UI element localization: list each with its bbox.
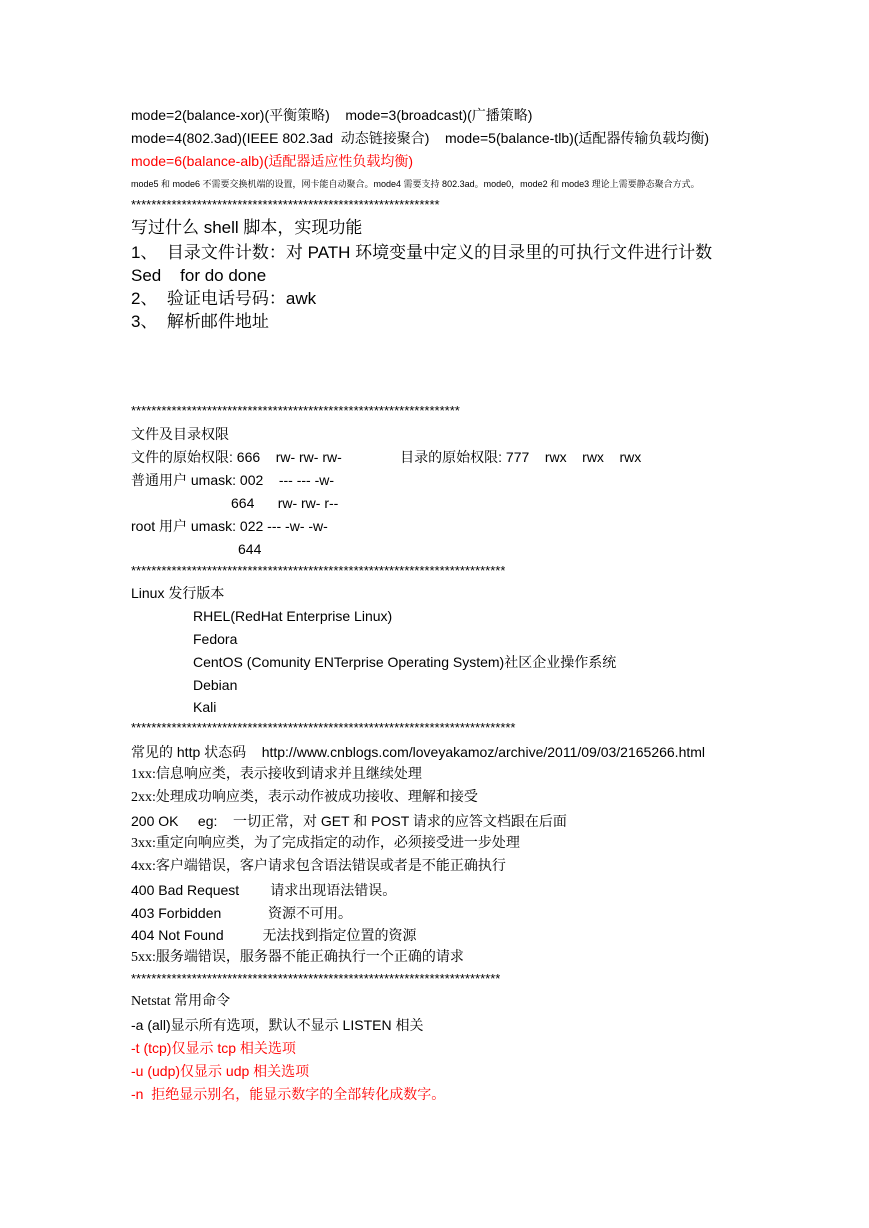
perms-line-5: 644: [238, 541, 262, 557]
separator: ****************************************************************************: [131, 721, 516, 734]
shell-item-3: 3、 解析邮件地址: [131, 312, 269, 331]
http-title: 常见的 http 状态码 http://www.cnblogs.com/loveyakamoz/archive/2011/09/03/2165266.html: [131, 744, 706, 760]
bonding-mode-line-1: mode=2(balance-xor)(平衡策略) mode=3(broadcast)(广播策略): [131, 107, 533, 123]
bonding-note: mode5 和 mode6 不需要交换机端的设置，网卡能自动聚合。mode4 需要支持 802.3ad。mode0，mode2 和 mode3 理论上需要静态聚合方式。: [131, 179, 700, 189]
perms-line-2: 普通用户 umask: 002 --- --- -w-: [131, 472, 335, 488]
separator: *****************************************************************: [131, 404, 460, 417]
netstat-line-highlight: -n 拒绝显示别名，能显示数字的全部转化成数字。: [131, 1086, 446, 1102]
linux-title: Linux 发行版本: [131, 585, 225, 601]
bonding-mode-line-2: mode=4(802.3ad)(IEEE 802.3ad 动态链接聚合) mode=5(balance-tlb)(适配器传输负载均衡): [131, 130, 710, 146]
netstat-line-highlight: -t (tcp)仅显示 tcp 相关选项: [131, 1040, 296, 1056]
perms-line-1: 文件的原始权限: 666 rw- rw- rw- 目录的原始权限: 777 rwx rwx rwx: [131, 449, 642, 465]
perms-title: 文件及目录权限: [131, 426, 229, 442]
netstat-title: Netstat 常用命令: [131, 994, 231, 1009]
linux-item: RHEL(RedHat Enterprise Linux): [193, 608, 393, 624]
http-line: 5xx:服务端错误，服务器不能正确执行一个正确的请求: [131, 950, 464, 965]
http-line: 200 OK eg: 一切正常，对 GET 和 POST 请求的应答文档跟在后面: [131, 813, 567, 829]
http-line: 3xx:重定向响应类，为了完成指定的动作，必须接受进一步处理: [131, 836, 520, 851]
linux-item: Fedora: [193, 631, 238, 647]
separator: **************************************************************************: [131, 564, 506, 577]
perms-line-3: 664 rw- rw- r--: [231, 495, 339, 511]
http-line: 1xx:信息响应类，表示接收到请求并且继续处理: [131, 767, 422, 782]
perms-line-4: root 用户 umask: 022 --- -w- -w-: [131, 518, 328, 534]
http-line: 4xx:客户端错误，客户请求包含语法错误或者是不能正确执行: [131, 859, 506, 874]
shell-title: 写过什么 shell 脚本，实现功能: [131, 218, 363, 237]
http-line: 403 Forbidden 资源不可用。: [131, 905, 352, 921]
shell-item-1-sub: Sed for do done: [131, 266, 267, 285]
bonding-mode-line-3: mode=6(balance-alb)(适配器适应性负载均衡): [131, 153, 414, 169]
linux-item: Kali: [193, 699, 217, 715]
separator: *************************************************************: [131, 198, 440, 211]
shell-item-2: 2、 验证电话号码：awk: [131, 289, 317, 308]
netstat-line: -a (all)显示所有选项，默认不显示 LISTEN 相关: [131, 1017, 424, 1033]
shell-item-1: 1、 目录文件计数：对 PATH 环境变量中定义的目录里的可执行文件进行计数: [131, 243, 713, 262]
linux-item: Debian: [193, 677, 238, 693]
separator: *************************************************************************: [131, 972, 501, 985]
http-line: 2xx:处理成功响应类，表示动作被成功接收、理解和接受: [131, 790, 478, 805]
linux-item: CentOS (Comunity ENTerprise Operating System)社区企业操作系统: [193, 654, 617, 670]
http-line: 404 Not Found 无法找到指定位置的资源: [131, 927, 417, 943]
netstat-line-highlight: -u (udp)仅显示 udp 相关选项: [131, 1063, 310, 1079]
http-line: 400 Bad Request 请求出现语法错误。: [131, 882, 397, 898]
